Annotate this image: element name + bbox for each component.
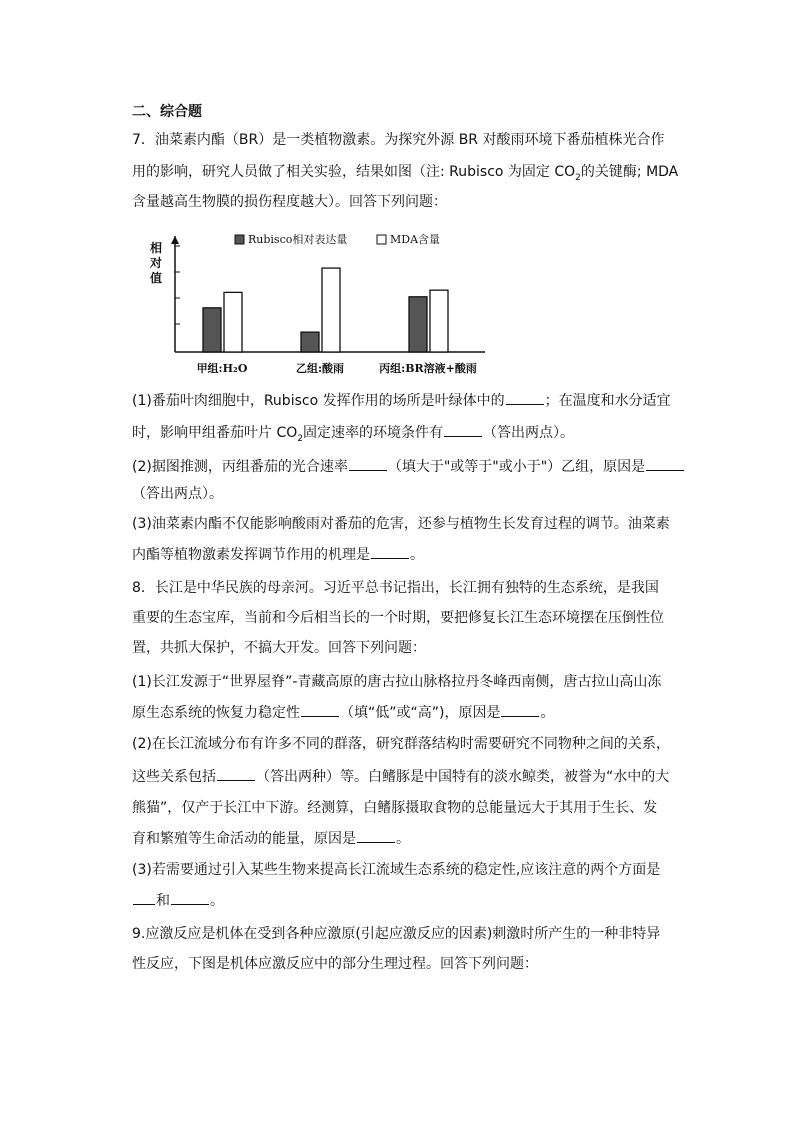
q8-stem-line-2: 重要的生态宝库，当前和今后相当长的一个时期，要把修复长江生态环境摆在压倒性位 bbox=[132, 610, 664, 626]
x-tick-label: 乙组:酸雨 bbox=[295, 362, 345, 375]
answer-blank[interactable] bbox=[371, 544, 409, 559]
q8-part2-line-4: 育和繁殖等生命活动的能量，原因是 。 bbox=[132, 828, 672, 849]
q7-part1-line-1: (1)番茄叶肉细胞中，Rubisco 发挥作用的场所是叶绿体中的 ；在温度和水分适宜 bbox=[132, 390, 672, 411]
answer-blank[interactable] bbox=[133, 890, 155, 905]
q7-part1-line-2: 时，影响甲组番茄叶片 $CO_2$固定速率的环境条件有 （答出两点）。 bbox=[132, 422, 672, 443]
q8-stem-line-3: 置，共抓大保护，不搞大开发。回答下列问题： bbox=[132, 640, 426, 656]
q9-stem-line-2: 性反应，下图是机体应激反应中的部分生理过程。回答下列问题： bbox=[132, 956, 538, 972]
legend-swatch bbox=[235, 235, 244, 244]
q8-part3-line-2: 和 。 bbox=[132, 890, 672, 911]
answer-blank[interactable] bbox=[217, 766, 255, 781]
y-axis-label-char: 值 bbox=[149, 271, 163, 285]
q8-part1-line-2: 原生态系统的恢复力稳定性 （填“低”或“高”)，原因是 。 bbox=[132, 702, 672, 723]
answer-blank[interactable] bbox=[506, 390, 544, 405]
answer-blank[interactable] bbox=[444, 422, 482, 437]
q8-part2-line-3: 熊猫”，仅产于长江中下游。经测算，白鳍豚摄取食物的总能量远大于其用于生长、发 bbox=[132, 800, 658, 816]
y-axis-label-char: 相 bbox=[149, 241, 163, 255]
answer-blank[interactable] bbox=[357, 828, 395, 843]
q9-stem-line-1: 9.应激反应是机体在受到各种应激原(引起应激反应的因素)刺激时所产生的一种非特异 bbox=[132, 926, 661, 942]
q8-part3-line-1: (3)若需要通过引入某些生物来提高长江流域生态系统的稳定性,应该注意的两个方面是 bbox=[132, 862, 661, 878]
x-tick-label: 甲组:H₂O bbox=[196, 362, 248, 375]
y-axis-arrow bbox=[171, 236, 179, 244]
q8-stem-line-1: 8．长江是中华民族的母亲河。习近平总书记指出，长江拥有独特的生态系统，是我国 bbox=[132, 580, 659, 596]
legend-swatch bbox=[377, 235, 386, 244]
q7-stem-line-3: 含量越高生物膜的损伤程度越大）。回答下列问题： bbox=[132, 194, 447, 210]
q8-part2-line-2: 这些关系包括 （答出两种）等。白鳍豚是中国特有的淡水鲸类，被誉为“水中的大 bbox=[132, 766, 672, 787]
y-axis-label-char: 对 bbox=[149, 256, 163, 270]
bar-mda bbox=[224, 292, 242, 352]
bar-rubisco bbox=[203, 308, 221, 352]
legend-label: Rubisco相对表达量 bbox=[248, 233, 348, 246]
answer-blank[interactable] bbox=[646, 456, 684, 471]
q7-part2-line-2: （答出两点）。 bbox=[132, 486, 223, 502]
q8-part2-line-1: (2)在长江流域分布有许多不同的群落，研究群落结构时需要研究不同物种之间的关系， bbox=[132, 736, 670, 752]
answer-blank[interactable] bbox=[301, 702, 339, 717]
bar-rubisco bbox=[409, 297, 427, 352]
bar-rubisco bbox=[301, 332, 319, 352]
bar-mda bbox=[322, 268, 340, 352]
legend-label: MDA含量 bbox=[390, 233, 441, 246]
q7-part2-line-1: (2)据图推测，丙组番茄的光合速率 （填大于"或等于"或小于"）乙组，原因是 bbox=[132, 456, 672, 477]
q7-stem-line-2: 用的影响，研究人员做了相关实验，结果如图（注: Rubisco 为固定 $CO_2$的关键酶; MDA bbox=[132, 164, 679, 183]
q8-part1-line-1: (1)长江发源于“世界屋脊”-青藏高原的唐古拉山脉格拉丹冬峰西南侧，唐古拉山高山冻 bbox=[132, 674, 662, 690]
bar-chart bbox=[149, 226, 505, 378]
answer-blank[interactable] bbox=[171, 890, 209, 905]
x-tick-label: 丙组:BR溶液+酸雨 bbox=[379, 362, 477, 375]
section-title: 二、综合题 bbox=[132, 104, 202, 120]
answer-blank[interactable] bbox=[349, 456, 387, 471]
q7-part3-line-1: (3)油菜素内酯不仅能影响酸雨对番茄的危害，还参与植物生长发育过程的调节。油菜素 bbox=[132, 516, 670, 532]
q7-part3-line-2: 内酯等植物激素发挥调节作用的机理是 。 bbox=[132, 544, 672, 565]
answer-blank[interactable] bbox=[501, 702, 539, 717]
q7-stem-line-1: 7．油菜素内酯（BR）是一类植物激素。为探究外源 BR 对酸雨环境下番茄植株光合作 bbox=[132, 132, 665, 148]
bar-mda bbox=[430, 290, 448, 352]
